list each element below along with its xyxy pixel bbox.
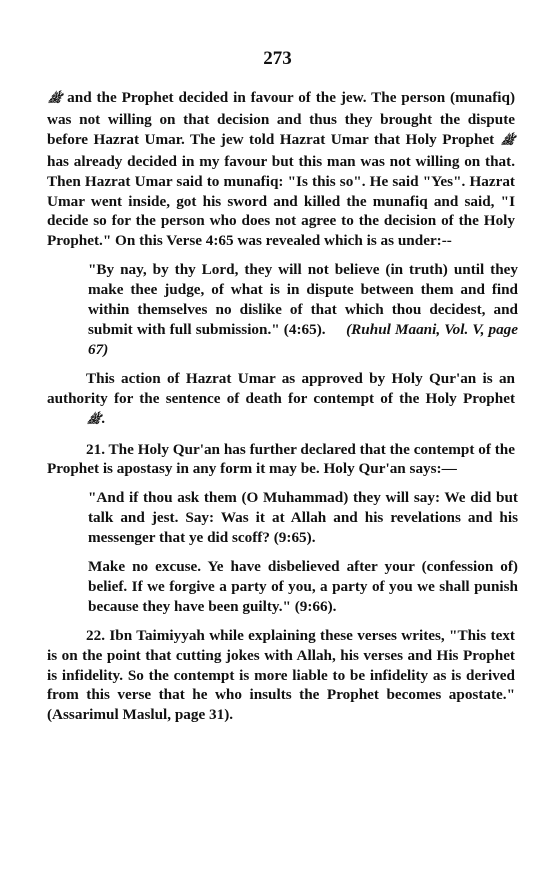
paragraph-continuation-text-1: and the Prophet decided in favour of the jew. The person (munafiq) was not willing on that decision and thus they brought the dispute before Hazrat Umar. The jew told Hazrat Umar that Holy Prophet — [47, 89, 515, 148]
quote-verse-4-65 — [88, 260, 518, 360]
quote-citation: (Ruhul Maani, Vol. V, page 67) — [88, 320, 518, 358]
paragraph-21: 21. The Holy Qur'an has further declared that the contempt of the Prophet is apostasy in any form it may be. Holy Qur'an says:— — [47, 440, 515, 478]
page-body — [46, 88, 518, 725]
paragraph-continuation — [47, 88, 515, 251]
honorific-icon: ﷺ — [499, 134, 516, 147]
paragraph-authority-text: This action of Hazrat Umar as approved by Holy Qur'an is an authority for the sentence of death for contempt of the Holy Prophet — [47, 369, 515, 407]
paragraph-22: 22. Ibn Taimiyyah while explaining these verses writes, "This text is on the point that cutting jokes with Allah, his verses and His Prophet is infidelity. So the contempt is more liable to be infidelity as is derived from this verse that he who insults the Prophet becomes apostate." (Assarimul Maslul, page 31). — [47, 626, 515, 724]
page-number: 273 — [263, 48, 292, 69]
paragraph-authority-end: . — [101, 409, 106, 427]
honorific-icon: ﷺ — [46, 93, 63, 105]
paragraph-continuation-text-2: has already decided in my favour but this man was not willing on that. Then Hazrat Umar said to munafiq: "Is this so". He said "Yes". Hazrat Umar went inside, got his sword and killed the munafiq and said, "I decide so for the person who does not agree to the decision of the Holy Prophet." On this Verse 4:65 was revealed which is as under:-- — [47, 152, 515, 250]
quote-verse-4-65-text: "By nay, by thy Lord, they will not believe (in truth) until they make thee judge, of what is in dispute between them and find within themselves no dislike of that which thou decidest, and submit with full submission." (4:65). — [88, 261, 518, 338]
quote-verse-9-65: "And if thou ask them (O Muhammad) they will say: We did but talk and jest. Say: Was it at Allah and his revelations and his messenger that ye did scoff? (9:65). — [88, 489, 518, 547]
quote-verse-9-66: Make no excuse. Ye have disbelieved after your (confession of) belief. If we forgive a party of you, a party of you we shall punish because they have been guilty." (9:66). — [88, 558, 518, 615]
paragraph-authority — [47, 369, 515, 431]
honorific-icon: ﷺ — [85, 413, 102, 426]
